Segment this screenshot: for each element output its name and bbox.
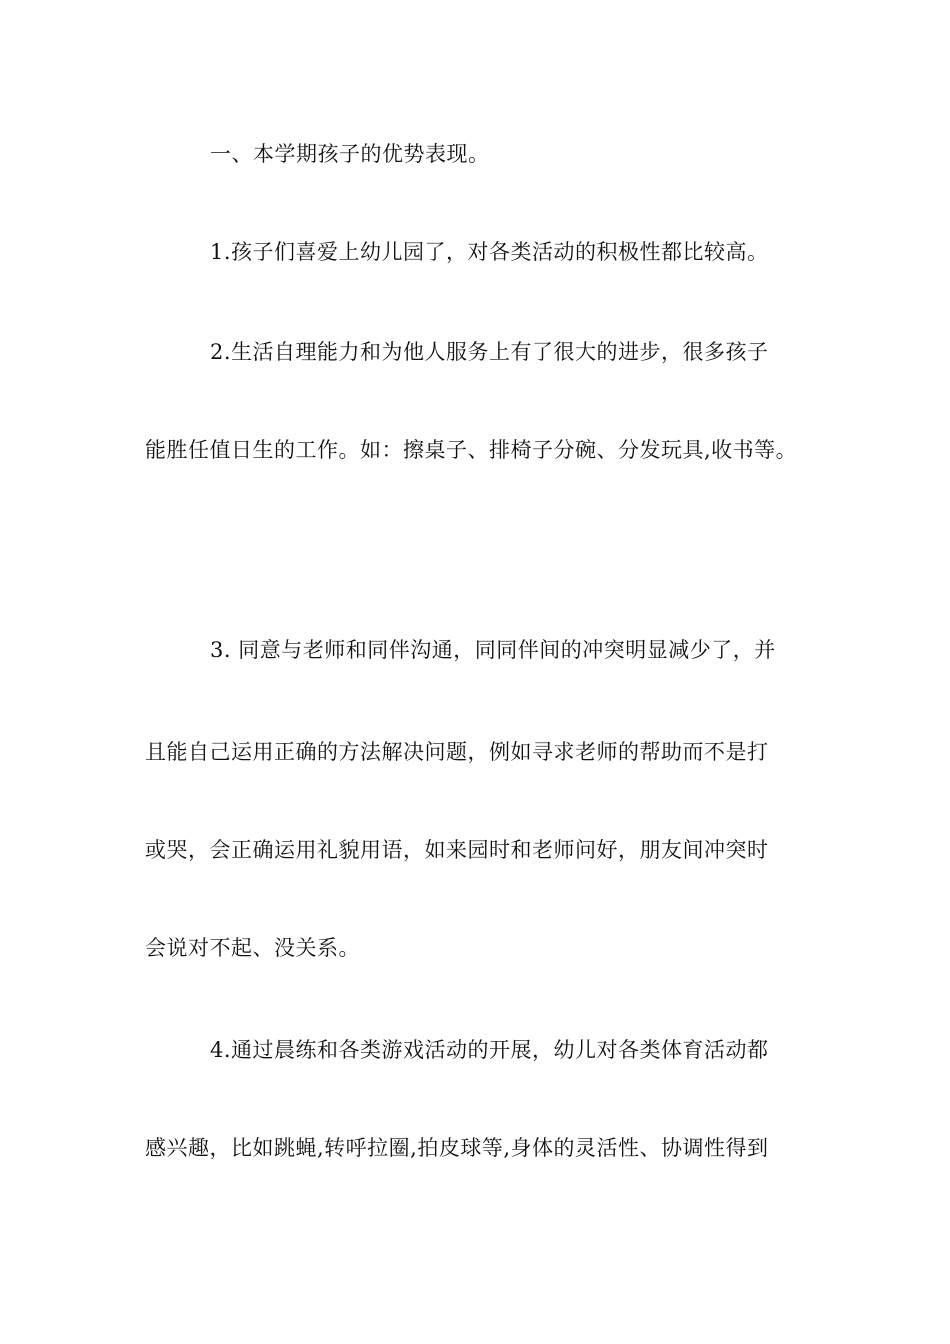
paragraph-3-line-3: 或哭，会正确运用礼貌用语，如来园时和老师问好，朋友间冲突时 [145,838,769,862]
section-heading: 一、本学期孩子的优势表现。 [210,142,490,166]
paragraph-3-line-2: 且能自己运用正确的方法解决问题，例如寻求老师的帮助而不是打 [145,740,769,764]
paragraph-4-line-1: 4.通过晨练和各类游戏活动的开展，幼儿对各类体育活动都 [210,1038,769,1062]
paragraph-3-line-4: 会说对不起、没关系。 [145,936,360,960]
paragraph-2-line-1: 2.生活自理能力和为他人服务上有了很大的进步，很多孩子 [210,340,769,364]
paragraph-1-line-1: 1.孩子们喜爱上幼儿园了，对各类活动的积极性都比较高。 [210,240,769,264]
paragraph-2-line-2: 能胜任值日生的工作。如：擦桌子、排椅子分碗、分发玩具,收书等。 [145,438,798,462]
paragraph-4-line-2: 感兴趣，比如跳蝇,转呼拉圈,拍皮球等,身体的灵活性、协调性得到 [145,1136,769,1160]
paragraph-3-line-1: 3. 同意与老师和同伴沟通，同同伴间的冲突明显减少了，并 [210,638,776,662]
